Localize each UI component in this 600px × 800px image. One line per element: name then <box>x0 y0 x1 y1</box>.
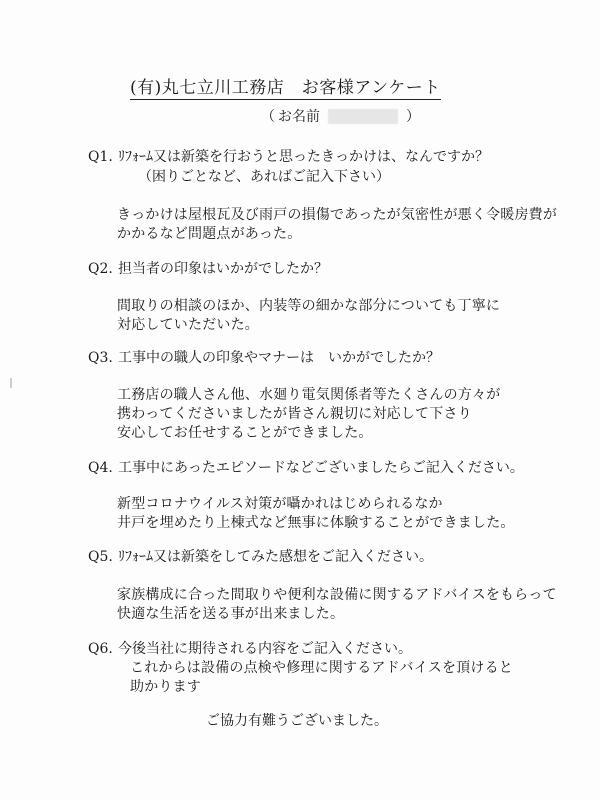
question-2 <box>88 260 328 278</box>
scan-mark <box>10 378 12 388</box>
redacted-name <box>328 109 398 124</box>
name-open-paren: （ <box>261 109 275 125</box>
question-text: ﾘﾌｫｰﾑ又は新築を行おうと思ったきっかけは、なんですか？ <box>118 149 489 165</box>
question-text: 今後当社に期待される内容をご記入ください。 <box>118 641 412 657</box>
question-text: 担当者の印象はいかがでしたか？ <box>118 261 328 277</box>
question-number: Q3. <box>88 350 113 366</box>
question-number: Q5. <box>88 549 113 565</box>
answer-1-line-2: かかるなど問題点があった。 <box>117 226 302 242</box>
answer-6-line-2: 助かります <box>130 679 201 695</box>
customer-name-line <box>261 108 420 126</box>
name-label: お名前 <box>278 109 320 125</box>
question-1-subtext: （困りごとなど、あればご記入下さい） <box>138 169 390 185</box>
question-text: 工事中の職人の印象やマナーは いかがでしたか？ <box>118 350 440 366</box>
answer-3-line-1: 工務店の職人さん他、水廻り電気関係者等たくさんの方々が <box>117 387 501 403</box>
question-text: ﾘﾌｫｰﾑ又は新築をしてみた感想をご記入ください。 <box>118 549 433 565</box>
question-number: Q4. <box>88 460 113 476</box>
name-close-paren: ） <box>406 109 420 125</box>
answer-1-line-1: きっかけは屋根瓦及び雨戸の損傷であったが気密性が悪く令暖房費が <box>117 207 558 223</box>
answer-2-line-2: 対応していただいた。 <box>117 317 259 333</box>
answer-5-line-1: 家族構成に合った間取りや便利な設備に関するアドバイスをもらって <box>117 587 557 603</box>
answer-4-line-1: 新型コロナウイルス対策が囁かれはじめられるなか <box>117 496 443 512</box>
question-number: Q6. <box>88 641 113 657</box>
question-number: Q1. <box>88 149 113 165</box>
question-text: 工事中にあったエピソードなどございましたらご記入ください。 <box>118 460 524 476</box>
question-3 <box>88 349 440 367</box>
question-1 <box>88 148 489 166</box>
answer-2-line-1: 間取りの相談のほか、内装等の細かな部分についても丁寧に <box>117 298 501 314</box>
question-6 <box>88 640 412 658</box>
question-5 <box>88 548 433 566</box>
document-title: (有)丸七立川工務店 お客様アンケート <box>130 78 441 98</box>
answer-5-line-2: 快適な生活を送る事が出来ました。 <box>117 606 345 622</box>
question-number: Q2. <box>88 261 113 277</box>
closing-thanks: ご協力有難うございました。 <box>206 713 388 729</box>
answer-3-line-2: 携わってくださいましたが皆さん親切に対応して下さり <box>117 406 472 422</box>
answer-6-line-1: これからは設備の点検や修理に関するアドバイスを頂けると <box>130 660 513 676</box>
answer-4-line-2: 井戸を埋めたり上棟式など無事に体験することができました。 <box>117 515 515 531</box>
answer-3-line-3: 安心してお任せすることができました。 <box>117 425 373 441</box>
question-4 <box>88 459 524 477</box>
